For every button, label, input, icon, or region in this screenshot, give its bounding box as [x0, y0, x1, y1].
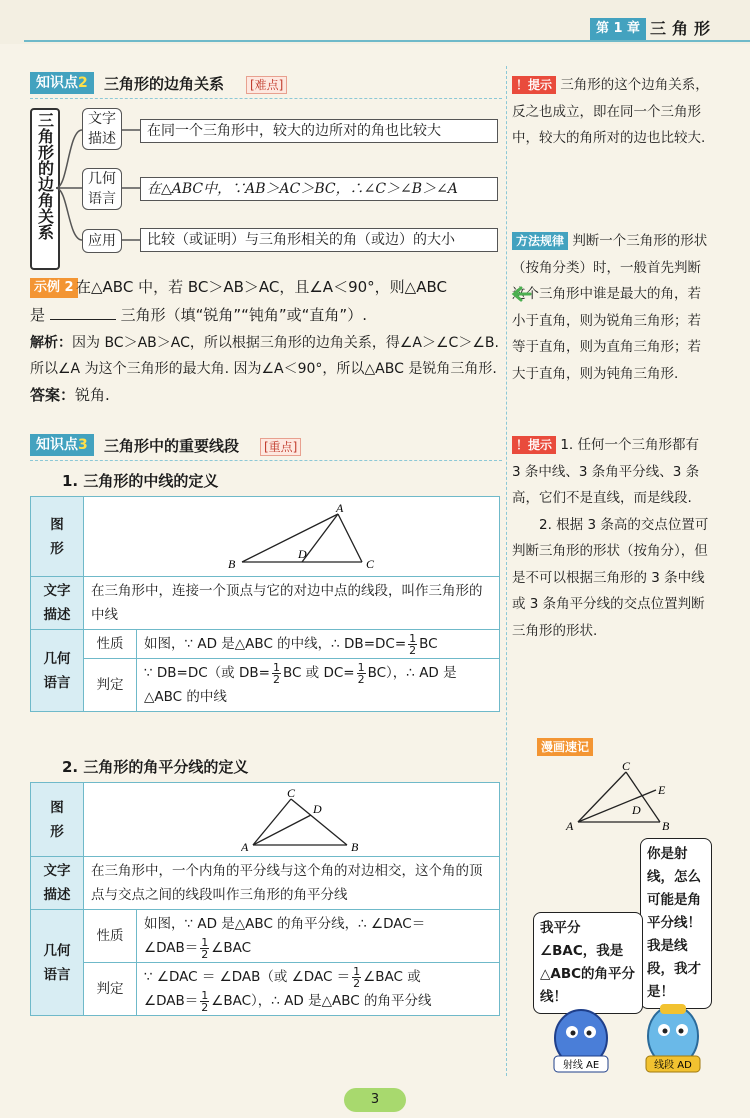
fraction-numerator: 1 — [272, 660, 280, 674]
fraction-denominator: 2 — [409, 643, 417, 657]
fraction — [272, 662, 281, 685]
label-line2: 语言 — [43, 674, 71, 691]
point-label-d: D — [632, 803, 641, 817]
vertex-label-b: B — [228, 556, 236, 571]
fraction — [352, 966, 361, 989]
judgment-text-3: ∠DAB＝ — [144, 993, 199, 1009]
bisector-definition: 在三角形中，一个内角的平分线与这个角的对边相交，这个角的顶点与交点之间的线段叫作三角形的角平分线 — [84, 857, 500, 910]
mindmap-root-label: 三角形的边角关系 — [35, 112, 55, 240]
method-text: 判断一个三角形的形状（按角分类）时，一般首先判断这个三角形中谁是最大的角，若小于直角，则为锐角三角形；若等于直角，则为直角三角形；若大于直角，则为钝角三角形. — [512, 233, 708, 382]
robot-ray-ae — [548, 1004, 614, 1076]
judgment-text-3: BC），∴ AD 是 — [367, 665, 457, 681]
analysis-line1 — [30, 330, 499, 356]
vertex-label-c: C — [366, 556, 375, 571]
header-rule — [24, 40, 750, 42]
sidebar-divider — [506, 66, 507, 1076]
bisector-judgment — [137, 963, 500, 1016]
vertex-label-a: A — [336, 501, 344, 515]
judgment-text-2: BC 或 DC= — [282, 665, 355, 681]
geometry-language-label — [31, 630, 84, 712]
section-divider — [30, 460, 502, 461]
analysis-text-1: 因为 BC＞AB＞AC，所以根据三角形的边角关系，得∠A＞∠C＞∠B. — [72, 335, 499, 351]
sidebar-tip-1 — [512, 72, 710, 152]
comic-triangle-figure — [560, 760, 680, 832]
point-label-d: D — [313, 801, 322, 816]
property-text-end: BC — [419, 636, 438, 652]
property-text-1: 如图，∵ AD 是△ABC 的角平分线，∴ ∠DAC＝ — [144, 916, 426, 932]
text-description-label — [31, 857, 84, 910]
label-line2: 描述 — [43, 887, 71, 903]
example-question-line2 — [30, 302, 367, 328]
tip-2-text-1: 1. 任何一个三角形都有 3 条中线、3 条角平分线、3 条高，它们不是直线，而是线段. — [512, 437, 700, 506]
fraction-numerator: 1 — [353, 964, 361, 978]
judgment-text-4: ∠BAC），∴ AD 是△ABC 的角平分线 — [211, 993, 432, 1009]
text-description-label — [31, 577, 84, 630]
fraction-denominator: 2 — [357, 672, 365, 686]
node-label: 应用 — [88, 233, 116, 249]
node-label-line1: 几何 — [88, 171, 116, 187]
vertex-label-c: C — [287, 786, 296, 800]
method-tag: 方法规律 — [512, 232, 568, 250]
tip-2-text-2: 2. 根据 3 条高的交点位置可判断三角形的形状（按角分），但是不可以根据三角形的 3 条中线或 3 条角平分线的交点位置判断三角形的形状. — [512, 516, 709, 639]
judgment-text-1: ∵ DB=DC（或 DB= — [144, 665, 270, 681]
property-label: 性质 — [84, 630, 137, 659]
speech-bubble-left: 我平分∠BAC，我是△ABC的角平分线！ — [533, 912, 643, 1014]
node-label-line1: 文字 — [88, 111, 116, 127]
judgment-text-1: ∵ ∠DAC ＝ ∠DAB（或 ∠DAC ＝ — [144, 969, 351, 985]
label-line1: 几何 — [43, 942, 71, 959]
answer-text: 锐角. — [75, 386, 110, 404]
sidebar-method — [512, 228, 710, 387]
node-label-line2: 描述 — [88, 131, 116, 147]
bisector-property — [137, 910, 500, 963]
label-line1: 文字 — [43, 583, 71, 599]
answer-label: 答案： — [30, 386, 76, 404]
label-line2: 语言 — [43, 966, 71, 983]
fraction-numerator: 1 — [201, 988, 209, 1002]
fraction — [408, 633, 417, 656]
kp-tag-num: 2 — [78, 75, 88, 91]
property-label: 性质 — [84, 910, 137, 963]
point-label-e: E — [658, 783, 666, 797]
judgment-label: 判定 — [84, 963, 137, 1016]
knowledge-point-2-tag — [30, 72, 94, 94]
judgment-label: 判定 — [84, 659, 137, 712]
median-triangle-figure — [226, 502, 396, 572]
mindmap-node-geometry-language — [82, 168, 122, 210]
analysis-label: 解析： — [30, 335, 72, 351]
bisector-figure-cell — [84, 783, 500, 857]
kp3-title: 三角形中的重要线段 — [104, 437, 240, 455]
section-divider — [30, 98, 502, 99]
comic-tag: 漫画速记 — [537, 738, 593, 756]
tip-1-text: 三角形的这个边角关系，反之也成立，即在同一个三角形中，较大的角所对的边也比较大. — [512, 77, 709, 146]
median-table — [30, 496, 500, 712]
fraction-numerator: 1 — [409, 631, 417, 645]
arrow-left-icon — [510, 286, 532, 302]
fraction-denominator: 2 — [201, 947, 209, 961]
mindmap-row-geometry-language: 在△ABC中，∵AB＞AC＞BC，∴∠C＞∠B＞∠A — [140, 177, 498, 201]
property-text-3: ∠BAC — [211, 940, 252, 956]
median-subtitle: 1. 三角形的中线的定义 — [62, 472, 219, 490]
fraction-denominator: 2 — [201, 1000, 209, 1014]
page-number: 3 — [344, 1088, 406, 1112]
mindmap-row-text-description: 在同一个三角形中，较大的边所对的角也比较大 — [140, 119, 498, 143]
median-property — [137, 630, 500, 659]
median-judgment — [137, 659, 500, 712]
example-2-tag: 示例 2 — [30, 278, 78, 298]
robot-segment-ad — [640, 1000, 706, 1076]
fraction — [200, 990, 209, 1013]
figure-label: 图 形 — [31, 497, 84, 577]
vertex-label-b: B — [662, 819, 670, 832]
point-label-d: D — [298, 546, 307, 561]
figure-label: 图 形 — [31, 783, 84, 857]
vertex-label-a: A — [566, 819, 574, 832]
difficulty-badge: [难点] — [246, 76, 287, 94]
bisector-table — [30, 782, 500, 1016]
answer-line — [30, 382, 110, 408]
chapter-title: 三角形 — [650, 19, 717, 38]
judgment-text-4: △ABC 的中线 — [144, 689, 227, 705]
vertex-label-c: C — [622, 760, 631, 773]
mindmap-node-text-description — [82, 108, 122, 150]
fraction — [357, 662, 366, 685]
node-label-line2: 语言 — [88, 191, 116, 207]
answer-blank — [50, 305, 116, 320]
label-line2: 描述 — [43, 607, 71, 623]
chapter-tag: 第 1 章 — [590, 18, 646, 40]
robot-left-label: 射线 AE — [562, 1060, 600, 1071]
bisector-subtitle: 2. 三角形的角平分线的定义 — [62, 758, 249, 776]
kp-tag-prefix: 知识点 — [36, 75, 78, 91]
kp-tag-num: 3 — [78, 437, 88, 453]
label-line1: 几何 — [43, 650, 71, 667]
judgment-text-2: ∠BAC 或 — [363, 969, 421, 985]
fraction-numerator: 1 — [357, 660, 365, 674]
robot-right-label: 线段 AD — [654, 1060, 692, 1071]
property-text: 如图，∵ AD 是△ABC 的中线，∴ DB=DC= — [144, 636, 407, 652]
fraction-denominator: 2 — [272, 672, 280, 686]
property-text-2: ∠DAB＝ — [144, 940, 199, 956]
importance-badge: [重点] — [260, 438, 301, 456]
median-figure-cell — [84, 497, 500, 577]
question-prefix: 是 — [30, 306, 46, 324]
label-line1: 文字 — [43, 863, 71, 879]
knowledge-point-3-tag — [30, 434, 94, 456]
bisector-triangle-figure — [241, 787, 391, 853]
kp2-title: 三角形的边角关系 — [104, 75, 225, 93]
example-question-line1: 在△ABC 中，若 BC＞AB＞AC，且∠A＜90°，则△ABC — [76, 278, 447, 296]
mindmap-row-application: 比较（或证明）与三角形相关的角（或边）的大小 — [140, 228, 498, 252]
tip-tag: ！提示 — [512, 436, 556, 454]
sidebar-tip-2 — [512, 432, 710, 644]
mindmap-node-application — [82, 229, 122, 253]
geometry-language-label — [31, 910, 84, 1016]
kp-tag-prefix: 知识点 — [36, 437, 78, 453]
fraction — [200, 937, 209, 960]
analysis-line2: 所以∠A 为这个三角形的最大角. 因为∠A＜90°，所以△ABC 是锐角三角形. — [30, 361, 497, 377]
vertex-label-b: B — [351, 839, 359, 853]
speech-bubble-right: 你是射线，怎么可能是角平分线！我是线段，我才是！ — [640, 838, 712, 1009]
question-suffix: 三角形（填“锐角”“钝角”或“直角”）. — [120, 306, 367, 324]
fraction-denominator: 2 — [353, 976, 361, 990]
tip-tag: ！提示 — [512, 76, 556, 94]
vertex-label-a: A — [241, 839, 249, 853]
median-definition: 在三角形中，连接一个顶点与它的对边中点的线段，叫作三角形的中线 — [84, 577, 500, 630]
fraction-numerator: 1 — [201, 935, 209, 949]
